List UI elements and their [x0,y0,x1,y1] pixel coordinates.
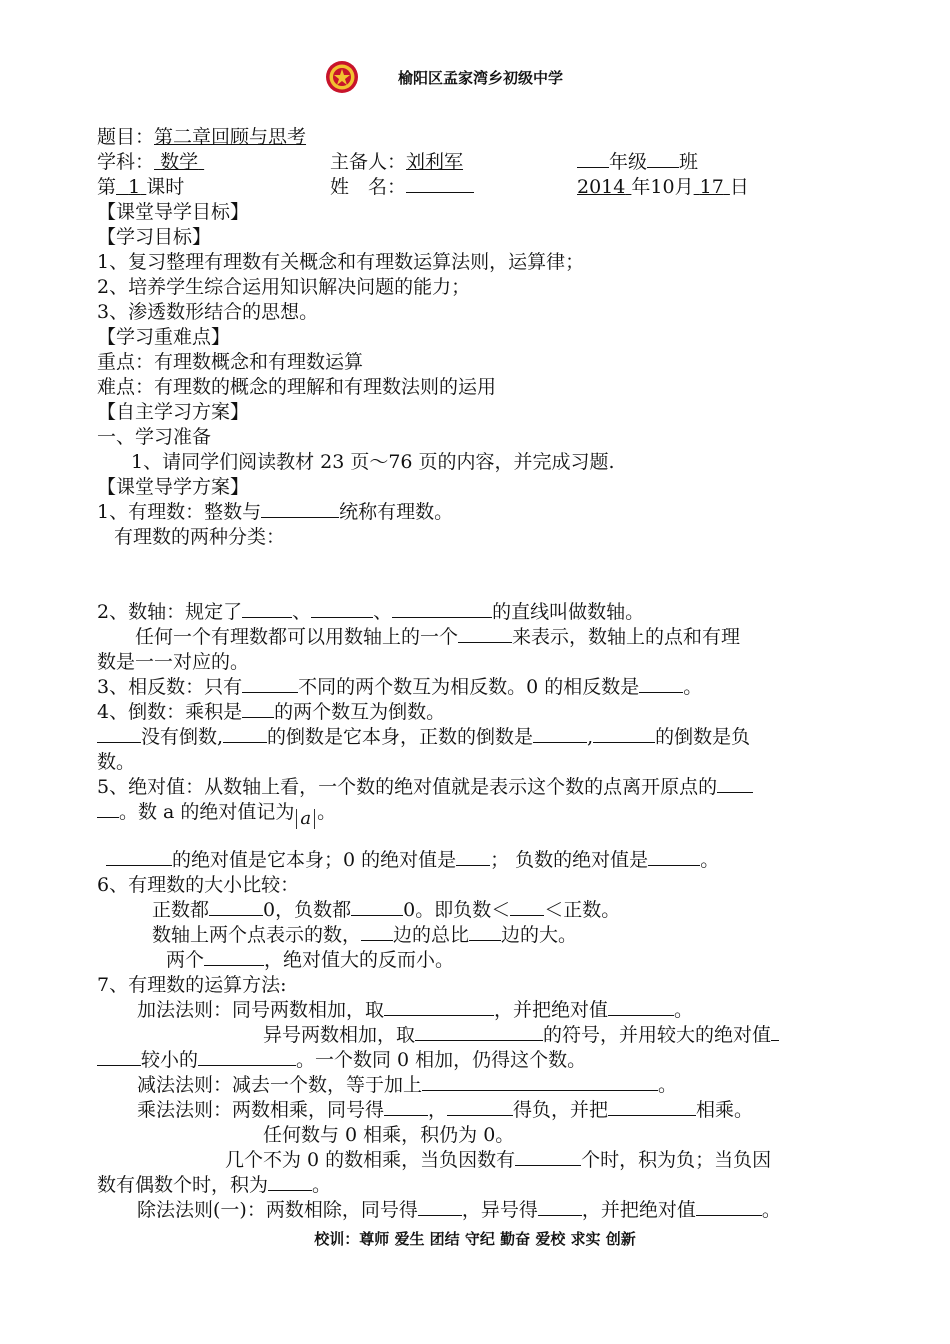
absolute-value-notation: a [296,809,315,829]
multiplication-rule-4: 数有偶数个时，积为 。 [97,1174,332,1196]
multiplication-rule-2: 任何数与 0 相乘，积仍为 0。 [263,1124,515,1146]
q7: 7、有理数的运算方法: [97,974,287,996]
q1: 1、有理数：整数与 统称有理数。 [97,501,454,523]
lesson-title: 第二章回顾与思考 [154,126,307,148]
division-rule: 除法法则(一)：两数相除，同号得 ，异号得 ，并把绝对值 。 [137,1199,781,1221]
goal-2: 2、培养学生综合运用知识解决问题的能力； [97,276,471,298]
prep-heading: 一、学习准备 [97,426,212,448]
prep-item: 1、请同学们阅读教材 23 页～76 页的内容，并完成习题. [131,451,615,473]
subtraction-rule: 减法法则：减去一个数，等于加上 。 [137,1074,678,1096]
school-motto: 校训：尊师 爱生 团结 守纪 勤奋 爱校 求实 创新 [314,1230,636,1248]
q4-cont: 没有倒数, 的倒数是它本身，正数的倒数是 , 的倒数是负 [97,725,750,750]
heading-goals: 【课堂导学目标】 [97,201,250,223]
page-header [0,58,950,98]
grade-class: 年级 班 [577,150,698,175]
addition-rule-2: 异号两数相加，取 的符号，并用较大的绝对值 [263,1023,779,1048]
difficult-point: 难点：有理数的概念的理解和有理数法则的运用 [97,376,497,398]
goal-3: 3、渗透数形结合的思想。 [97,301,319,323]
q4: 4、倒数：乘积是 的两个数互为倒数。 [97,701,446,723]
title-row: 题目：第二章回顾与思考 [97,126,307,148]
q2-end: 数是一一对应的。 [97,651,250,673]
school-name: 榆阳区孟家湾乡初级中学 [398,69,564,87]
q2: 2、数轴：规定了 、 、 的直线叫做数轴。 [97,601,645,623]
q4-end: 数。 [97,751,136,773]
q6-c: 两个 ，绝对值大的反而小。 [166,949,455,971]
goal-1: 1、复习整理有理数有关概念和有理数运算法则，运算律； [97,251,585,273]
q5: 5、绝对值：从数轴上看，一个数的绝对值就是表示这个数的点离开原点的 [97,775,753,800]
q1-classification: 有理数的两种分类： [114,526,286,548]
q3: 3、相反数：只有 不同的两个数互为相反数。0 的相反数是 。 [97,676,703,698]
q6-b: 数轴上两个点表示的数， 边的总比 边的大。 [152,924,578,946]
heading-class-plan: 【课堂导学方案】 [97,476,250,498]
heading-key-points: 【学习重难点】 [97,326,231,348]
addition-rule-1: 加法法则：同号两数相加，取 ，并把绝对值 。 [137,999,694,1021]
q5-rules: 的绝对值是它本身；0 的绝对值是 ； 负数的绝对值是 。 [106,848,719,873]
q5-cont: 。数 a 的绝对值记为 a 。 [97,800,336,825]
lesson-number: 1 [128,176,141,198]
student-name-field[interactable]: 姓 名： [330,175,474,200]
multiplication-rule-1: 乘法法则：两数相乘，同号得 ， 得负，并把 相乘。 [137,1099,754,1121]
subject-row: 学科： 数学 主备人：刘利军 年级 班 [97,151,699,173]
date: 2014 年10月 17 日 [577,176,749,198]
heading-self-study: 【自主学习方案】 [97,401,250,423]
q6-a: 正数都 0，负数都 0。即负数＜ ＜正数。 [152,899,621,921]
lesson-row: 第 1 课时 姓 名： 2014 年10月 17 日 [97,176,749,198]
q6: 6、有理数的大小比较： [97,874,300,896]
preparer: 主备人：刘利军 [330,151,464,173]
subject-value: 数学 [160,151,199,173]
school-emblem-icon [325,60,359,94]
addition-rule-3: 较小的 。一个数同 0 相加，仍得这个数。 [97,1048,586,1073]
multiplication-rule-3: 几个不为 0 的数相乘，当负因数有 个时，积为负；当负因 [225,1149,772,1171]
key-point: 重点：有理数概念和有理数运算 [97,351,364,373]
heading-learning-goals: 【学习目标】 [97,226,212,248]
q2-cont: 任何一个有理数都可以用数轴上的一个 来表示，数轴上的点和有理 [135,626,741,648]
